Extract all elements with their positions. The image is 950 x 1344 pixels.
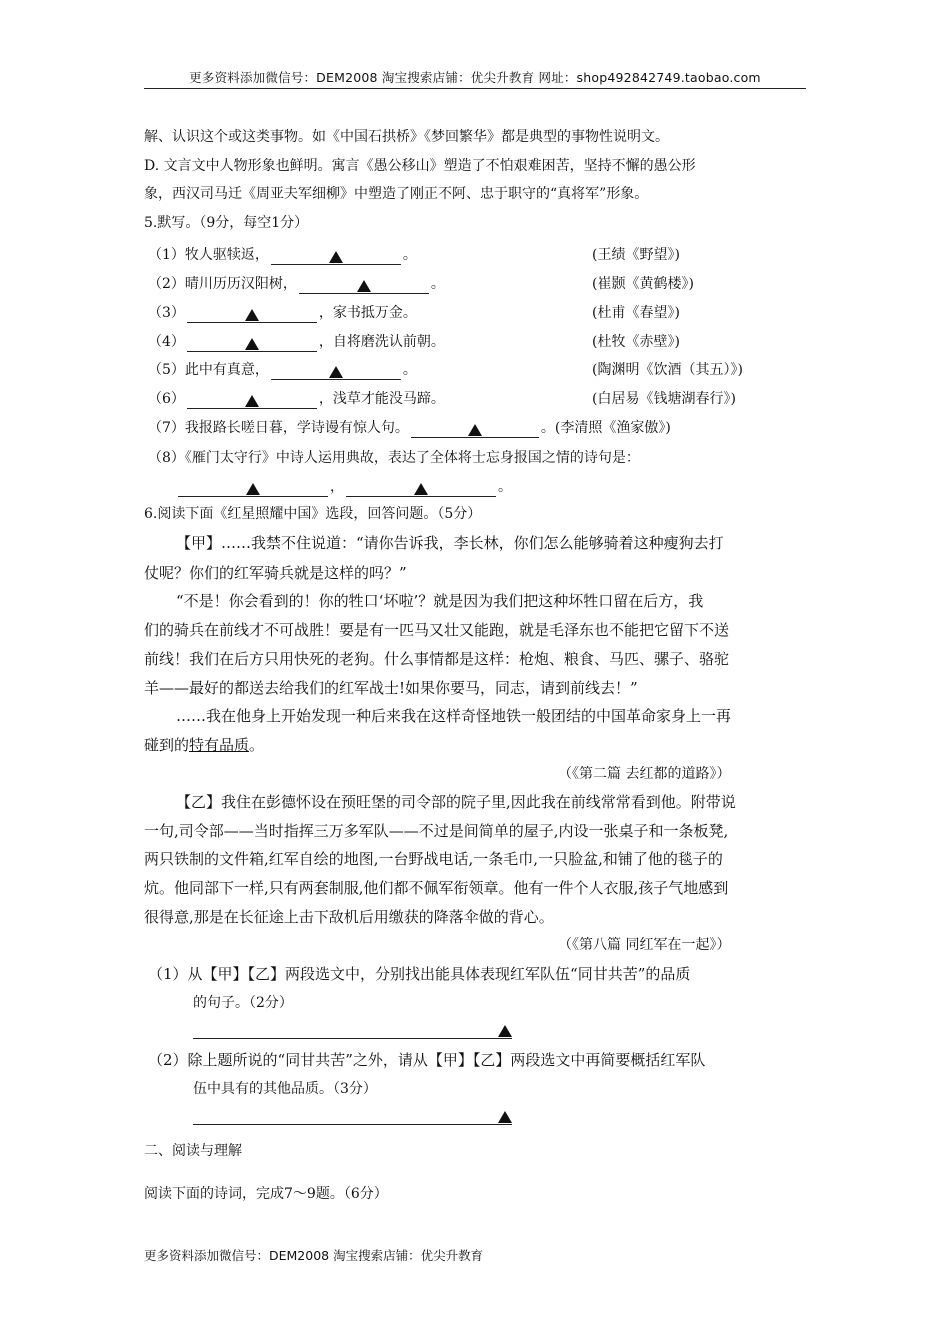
page-header: 更多资料添加微信号：DEM2008 淘宝搜索店铺：优尖升教育 网址：shop492842749.taobao.com [189, 70, 761, 85]
answer-blank[interactable] [271, 361, 401, 380]
q5-source-5: (陶渊明《饮酒（其五）》) [592, 362, 743, 378]
q5-item-3: （3） ，家书抵万金。 [148, 305, 417, 321]
triangle-icon [329, 251, 343, 263]
triangle-icon [245, 309, 259, 321]
yi-line: 一句,司令部——当时指挥三万多军队——不过是间简单的屋子,内设一张桌子和一条板凳, [144, 822, 729, 840]
text-line: 象，西汉司马迁《周亚夫军细柳》中塑造了刚正不阿、忠于职守的“真将军”形象。 [144, 186, 649, 202]
yi-line: 炕。他同部下一样,只有两套制服,他们都不佩军衔领章。他有一件个人衣服,孩子气地感到 [144, 879, 729, 897]
q5-item-1: （1）牧人驱犊返， 。 [148, 247, 417, 263]
answer-blank[interactable] [271, 246, 401, 265]
q5-item-6: （6） ，浅草才能没马蹄。 [148, 391, 445, 407]
q5-item-8-blanks: ， 。 [176, 477, 512, 497]
jia-line: “不是！你会看到的！你的牲口‘坏啦’？就是因为我们把这种坏牲口留在后方，我 [176, 592, 704, 610]
triangle-icon [414, 483, 428, 495]
triangle-icon [245, 338, 259, 350]
q5-item-5: （5）此中有真意， 。 [148, 362, 417, 378]
jia-line: 仗呢？你们的红军骑兵就是这样的吗？” [144, 564, 407, 582]
q6-sub1: （1）从【甲】【乙】两段选文中，分别找出能具体表现红军队伍“同甘共苦”的品质 [148, 965, 691, 983]
q5-item-4: （4） ，自将磨洗认前朝。 [148, 334, 445, 350]
jia-line-last: 碰到的特有品质。 [144, 736, 265, 754]
section2-title: 二、阅读与理解 [144, 1143, 242, 1159]
q5-source-6: (白居易《钱塘湖春行》) [592, 391, 736, 407]
q5-item-8: （8）《雁门太守行》中诗人运用典故，表达了全体将士忘身报国之情的诗句是： [148, 450, 640, 466]
q5-item-2: （2）晴川历历汉阳树， 。 [148, 276, 445, 292]
q5-title: 5.默写。（9分，每空1分） [144, 215, 309, 231]
q6-sub2: （2）除上题所说的“同甘共苦”之外，请从【甲】【乙】两段选文中再简要概括红军队 [148, 1051, 706, 1069]
text-line: D. 文言文中人物形象也鲜明。寓言《愚公移山》塑造了不怕艰难困苦，坚持不懈的愚公形 [144, 158, 696, 174]
jia-line: ……我在他身上开始发现一种后来我在这样奇怪地铁一般团结的中国革命家身上一再 [176, 707, 732, 725]
triangle-icon [498, 1025, 512, 1037]
triangle-icon [246, 483, 260, 495]
yi-line: 【乙】我住在彭德怀设在预旺堡的司令部的院子里,因此我在前线常常看到他。附带说 [176, 793, 736, 811]
triangle-icon [329, 366, 343, 378]
text-line: 解、认识这个或这类事物。如《中国石拱桥》《梦回繁华》都是典型的事物性说明文。 [144, 129, 669, 145]
section2-instructions: 阅读下面的诗词，完成7～9题。（6分） [144, 1186, 388, 1202]
answer-blank[interactable] [411, 419, 539, 438]
answer-blank[interactable] [299, 275, 429, 294]
underlined-phrase: 特有品质 [189, 736, 250, 754]
jia-line: 前线！我们在后方只用快死的老狗。什么事情都是这样：枪炮、粮食、马匹、骡子、骆驼 [144, 650, 730, 668]
q5-item-7: （7）我报路长嗟日暮，学诗谩有惊人句。 。(李清照《渔家傲》) [148, 420, 671, 436]
q5-source-2: (崔颢《黄鹤楼》) [592, 276, 694, 292]
answer-line[interactable] [193, 1124, 512, 1125]
answer-blank[interactable] [346, 478, 496, 497]
triangle-icon [468, 424, 482, 436]
triangle-icon [245, 395, 259, 407]
triangle-icon [357, 280, 371, 292]
jia-line: 们的骑兵在前线才不可战胜！要是有一匹马又壮又能跑，就是毛泽东也不能把它留下不送 [144, 621, 730, 639]
q6-sub2-cont: 伍中具有的其他品质。（3分） [193, 1081, 377, 1097]
answer-blank[interactable] [187, 333, 317, 352]
jia-line: 羊——最好的都送去给我们的红军战士!如果你要马，同志，请到前线去！” [144, 679, 638, 697]
jia-line: 【甲】……我禁不住说道：“请你告诉我，李长林，你们怎么能够骑着这种瘦狗去打 [176, 534, 724, 552]
page-footer: 更多资料添加微信号：DEM2008 淘宝搜索店铺：优尖升教育 [144, 1248, 484, 1263]
yi-source: （《第八篇 同红军在一起》） [558, 937, 731, 953]
answer-line[interactable] [193, 1038, 512, 1039]
jia-source: （《第二篇 去红都的道路》） [558, 766, 731, 782]
yi-line: 两只铁制的文件箱,红军自绘的地图,一台野战电话,一条毛巾,一只脸盆,和铺了他的毯子的 [144, 850, 723, 868]
triangle-icon [498, 1111, 512, 1123]
answer-blank[interactable] [187, 390, 317, 409]
q6-sub1-cont: 的句子。（2分） [193, 995, 293, 1011]
answer-blank[interactable] [187, 304, 317, 323]
header-rule [144, 88, 806, 89]
yi-line: 很得意,那是在长征途上击下敌机后用缴获的降落伞做的背心。 [144, 908, 554, 926]
q5-source-1: (王绩《野望》) [592, 247, 680, 263]
q5-source-4: (杜牧《赤壁》) [592, 334, 680, 350]
answer-blank[interactable] [178, 478, 328, 497]
q5-source-3: (杜甫《春望》) [592, 305, 680, 321]
q6-title: 6.阅读下面《红星照耀中国》选段，回答问题。（5分） [144, 506, 482, 522]
